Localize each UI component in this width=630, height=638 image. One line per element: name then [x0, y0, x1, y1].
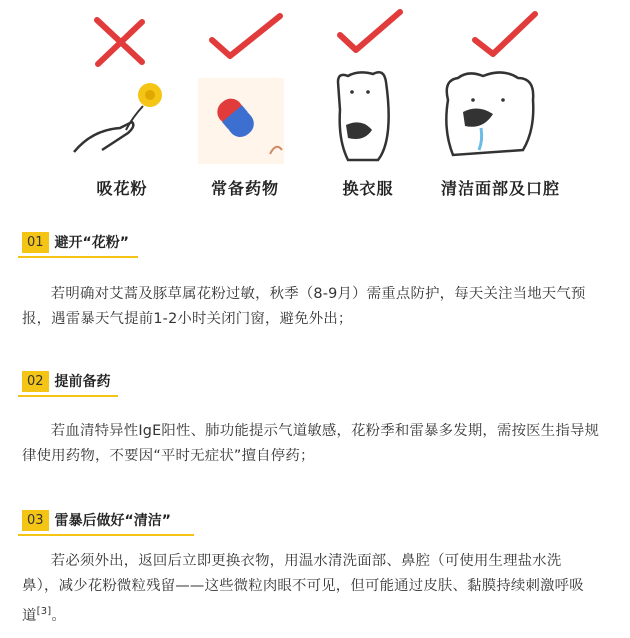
illustration-pollen: [62, 0, 182, 205]
paragraph-line: 若明确对艾蒿及豚草属花粉过敏，秋季（8-9月）需重点防护，每天关注当地天气预: [50, 286, 586, 302]
caption: 常备药物: [210, 179, 279, 198]
section-paragraph: [22, 419, 620, 469]
paragraph-line: 鼻），减少花粉微粒残留——这些微粒肉眼不可见，但可能通过皮肤、黏膜持续刺激呼吸: [22, 578, 584, 594]
section-header: [22, 507, 171, 533]
paragraph-line: 律使用药物，不要因“平时无症状”擅自停药；: [22, 448, 315, 464]
paragraph-end: 。: [51, 607, 66, 624]
paragraph-line-last: [22, 599, 620, 629]
paragraph-line: 道: [22, 607, 37, 624]
illustration-clean: [423, 0, 578, 205]
paragraph-line: 若必须外出，返回后立即更换衣物，用温水清洗面部、鼻腔（可使用生理盐水洗: [50, 553, 562, 569]
check-mark-icon: [190, 0, 300, 175]
hand-icon: [74, 122, 133, 152]
section-underline: [18, 256, 138, 258]
check-mark-icon: [423, 0, 578, 175]
section-number-badge: 01: [22, 232, 49, 253]
pill-icon: [198, 78, 284, 164]
section-paragraph: [22, 549, 620, 629]
section-title: 雷暴后做好“清洁”: [54, 513, 171, 529]
section-title: 提前备药: [54, 374, 111, 390]
section-title: 避开“花粉”: [54, 235, 129, 251]
caption: 换衣服: [342, 179, 394, 198]
citation-link[interactable]: [3]: [36, 606, 52, 617]
cross-mark-icon: [62, 0, 182, 175]
section-header: [22, 368, 111, 394]
section-underline: [18, 395, 118, 397]
paragraph-line: 若血清特异性IgE阳性、肺功能提示气道敏感，花粉季和雷暴多发期，需按医生指导规: [50, 423, 600, 439]
caption: 吸花粉: [96, 179, 148, 198]
section-paragraph: [22, 282, 620, 332]
illustration-clothes: [318, 0, 418, 205]
section-underline: [18, 534, 194, 536]
bear-washing-icon: [446, 72, 533, 155]
bear-icon: [338, 72, 389, 160]
illustration-medicine: [190, 0, 300, 205]
check-mark-icon: [318, 0, 418, 175]
section-number-badge: 03: [22, 510, 49, 531]
section-number-badge: 02: [22, 371, 49, 392]
section-header: [22, 229, 129, 255]
paragraph-line: 报，遇雷暴天气提前1-2小时关闭门窗，避免外出；: [22, 311, 353, 327]
caption: 清洁面部及口腔: [440, 179, 560, 198]
